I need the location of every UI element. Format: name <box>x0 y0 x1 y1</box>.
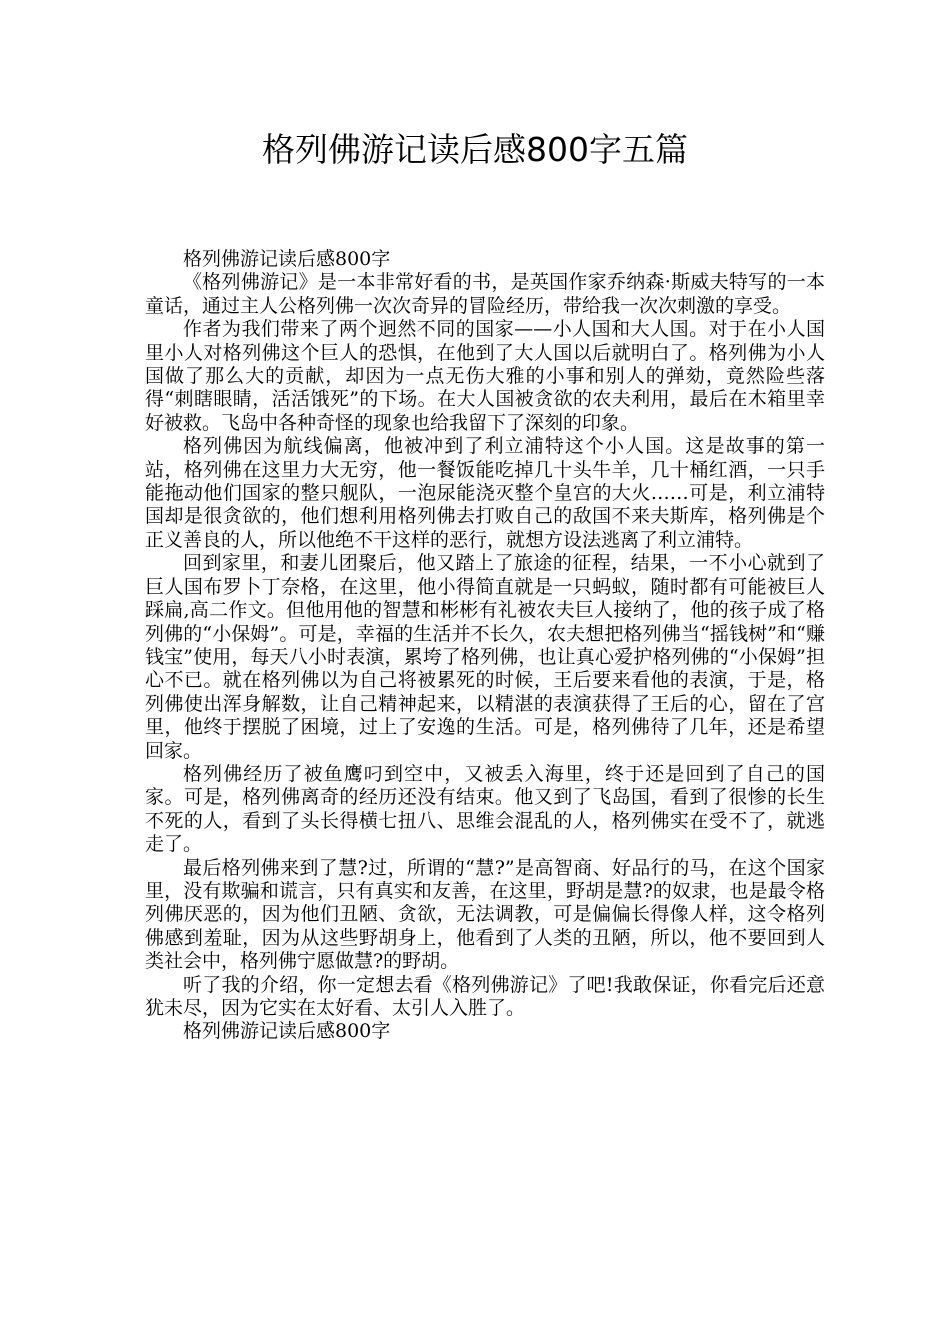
body-paragraph: 格列佛因为航线偏离，他被冲到了利立浦特这个小人国。这是故事的第一站，格列佛在这里力大无穷，他一餐饭能吃掉几十头牛羊，几十桶红酒，一只手能拖动他们国家的整只舰队，一泡尿能浇灭整个皇宫的大火……可是，利立浦特国却是很贪欲的，他们想利用格列佛去打败自己的敌国不来夫斯库，格列佛是个正义善良的人，所以他绝不干这样的恶行，就想方设法逃离了利立浦特。 <box>145 435 825 551</box>
subheading-paragraph: 格列佛游记读后感800字 <box>183 1020 391 1043</box>
document-title: 格列佛游记读后感800字五篇 <box>262 130 688 169</box>
body-paragraph: 格列佛经历了被鱼鹰叼到空中，又被丢入海里，终于还是回到了自己的国家。可是，格列佛离奇的经历还没有结束。他又到了飞岛国，看到了很惨的长生不死的人，看到了头长得横七扭八、思维会混乱的人，格列佛实在受不了，就逃走了。 <box>145 762 825 856</box>
subheading-paragraph: 格列佛游记读后感800字 <box>183 248 391 270</box>
body-paragraph: 最后格列佛来到了慧?过，所谓的“慧?”是高智商、好品行的马，在这个国家里，没有欺骗和谎言，只有真实和友善，在这里，野胡是慧?的奴隶，也是最令格列佛厌恶的，因为他们丑陋、贪欲，无法调教，可是偏偏长得像人样，这令格列佛感到羞耻，因为从这些野胡身上，他看到了人类的丑陋，所以，他不要回到人类社会中，格列佛宁愿做慧?的野胡。 <box>145 856 825 973</box>
document-body <box>145 248 825 1044</box>
body-paragraph: 作者为我们带来了两个迥然不同的国家——小人国和大人国。对于在小人国里小人对格列佛这个巨人的恐惧，在他到了大人国以后就明白了。格列佛为小人国做了那么大的贡献，却因为一点无伤大雅的小事和别人的弹劾，竟然险些落得“刺瞎眼睛，活活饿死”的下场。在大人国被贪欲的农夫利用，最后在木箱里幸好被救。飞岛中各种奇怪的现象也给我留下了深刻的印象。 <box>145 318 825 434</box>
body-paragraph: 听了我的介绍，你一定想去看《格列佛游记》了吧!我敢保证，你看完后还意犹未尽，因为它实在太好看、太引人入胜了。 <box>145 973 825 1019</box>
body-paragraph: 《格列佛游记》是一本非常好看的书，是英国作家乔纳森·斯威夫特写的一本童话，通过主人公格列佛一次次奇异的冒险经历，带给我一次次刺激的享受。 <box>145 271 825 317</box>
body-paragraph: 回到家里，和妻儿团聚后，他又踏上了旅途的征程，结果，一不小心就到了巨人国布罗卜丁奈格，在这里，他小得简直就是一只蚂蚁，随时都有可能被巨人踩扁,高二作文。但他用他的智慧和彬彬有礼被农夫巨人接纳了，他的孩子成了格列佛的“小保姆”。可是，幸福的生活并不长久，农夫想把格列佛当“摇钱树”和“赚钱宝”使用，每天八小时表演，累垮了格列佛，也让真心爱护格列佛的“小保姆”担心不已。就在格列佛以为自己将被累死的时候，王后要来看他的表演，于是，格列佛使出浑身解数，让自己精神起来，以精湛的表演获得了王后的心，留在了宫里，他终于摆脱了困境，过上了安逸的生活。可是，格列佛待了几年，还是希望回家。 <box>145 552 825 762</box>
